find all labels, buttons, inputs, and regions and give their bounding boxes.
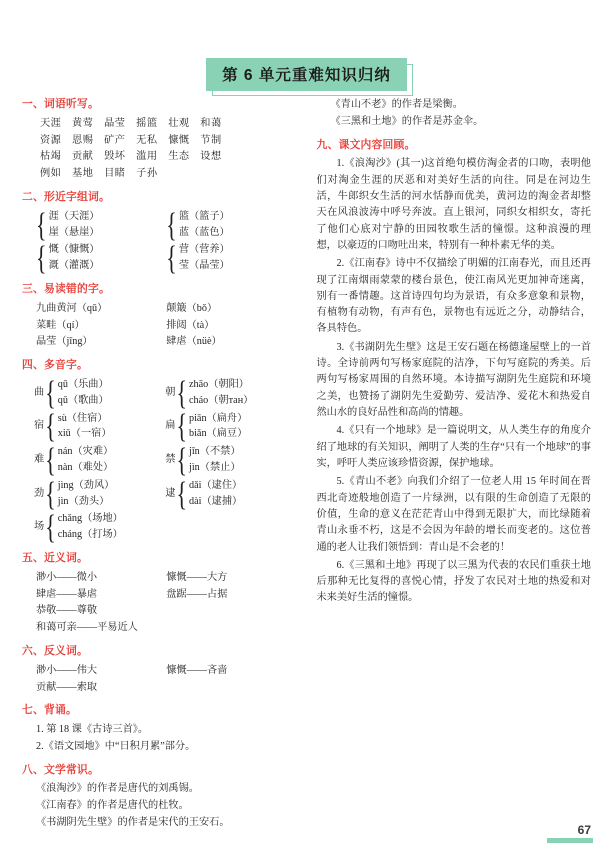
dictation-line: 天涯 黄莺 晶莹 摇篮 壮观 和蔼 (40, 117, 222, 129)
polyphone-reading: jìn（禁止） (189, 461, 241, 473)
polyphone-character: 曲 (34, 386, 45, 398)
synonym-item (166, 603, 296, 619)
antonym-item: 贡献——索取 (36, 681, 98, 693)
antonym-item (166, 680, 296, 696)
synonym-row (36, 587, 297, 603)
polyphone-character: 朝 (165, 386, 176, 398)
synonym-item: 肆虐——暴虐 (36, 588, 98, 600)
brace-icon: { (176, 439, 187, 479)
synonym-item: 盘踞——占据 (166, 588, 228, 600)
section-heading-literary-knowledge: 八、文学常识。 (22, 763, 99, 776)
literary-item-overflow: 《青山不老》的作者是梁衡。 (330, 99, 463, 110)
literary-item: 《书湖阴先生壁》的作者是宋代的王安石。 (36, 817, 230, 829)
polyphone-reading: jìng（劲风） (57, 479, 115, 491)
text-review-item: 2.《江南春》诗中不仅描绘了明媚的江南春光，而且还再现了江南烟雨蒙蒙的楼台景色，使江南风光更加神奇迷离，别有一番情趣。这首诗四句均为景语，有众多意象和景物，有植物有动物，有声有色，景物也有远近之分，动静结合，各具特色。 (316, 258, 591, 335)
brace-icon: { (36, 238, 47, 277)
brace-icon: { (176, 473, 187, 513)
text-review-item: 3.《书湖阴先生壁》这是王安石题在杨德逢屋壁上的一首诗。全诗前两句写杨家庭院的洁净，下句写庭院的秀美。后两句写杨家周围的自然环境。本诗描写湖阴先生庭院和环境之美，也赞扬了湖阴先生爱勤劳、爱洁净、爱花木和热爱自然山水的良好品性和高尚的情趣。 (316, 341, 591, 419)
dictation-line: 枯竭 贡献 毁坏 滥用 生态 设想 (40, 151, 222, 163)
polyphone-character: 逮 (165, 487, 176, 499)
recitation-item: 2.《语文园地》中“日积月累”部分。 (36, 740, 196, 752)
dictation-line: 例如 基地 目睹 子孙 (40, 168, 158, 180)
polyphone-reading: qǔ（歌曲） (57, 394, 109, 406)
similar-char-item: 篮（篮子） (178, 210, 230, 222)
polyphone-row (34, 473, 297, 513)
brace-icon: { (45, 439, 56, 479)
literary-item-overflow: 《三黑和土地》的作者是苏金伞。 (330, 115, 484, 127)
polyphone-row (34, 439, 297, 479)
polyphone-reading: qū（乐曲） (57, 378, 109, 390)
page-number: 67 (577, 823, 591, 837)
polyphone-character: 场 (34, 521, 45, 533)
synonym-row (36, 603, 297, 619)
brace-icon: { (176, 372, 187, 412)
text-review-item: 5.《青山不老》向我们介绍了一位老人用 15 年时间在晋西北奇迹般地创造了一片绿洲，以有限的生命创造了无限的价值，生命的意义在茫茫青山中得到无限扩大，而比绿随着青山永垂不朽，这是不会因为年龄的增长而变老的。这位普通的老人让我们领悟到：青山是不会老的！ (316, 476, 591, 553)
text-review-item: 6.《三黑和土地》再现了以三黑为代表的农民们重获土地后那种无比复得的喜悦心情，抒发了农民对土地的热爱和对未来美好生活的憧憬。 (316, 559, 591, 604)
brace-icon: { (176, 406, 187, 445)
misread-row (36, 334, 297, 350)
misread-item: 九曲黄河（qū） (36, 302, 108, 314)
page-title-banner (0, 58, 613, 91)
right-column (313, 96, 592, 815)
brace-icon: { (166, 204, 177, 244)
similar-char-item: 慨（慷慨） (48, 244, 100, 256)
polyphone-reading: cháo（朝тан） (189, 394, 254, 406)
polyphone-row (34, 406, 297, 445)
section-heading-misread-characters: 三、易读错的字。 (22, 282, 110, 295)
brace-icon: { (36, 204, 47, 244)
brace-icon: { (45, 372, 56, 412)
left-column (22, 96, 297, 829)
misread-row (36, 318, 297, 334)
similar-char-item: 涯（天涯） (48, 210, 100, 222)
polyphone-reading: piān（扁舟） (189, 412, 248, 424)
similar-character-group (36, 204, 297, 244)
similar-character-group (36, 238, 297, 277)
section-heading-recitation: 七、背诵。 (22, 704, 77, 717)
page-number-decoration (547, 838, 593, 843)
polyphone-reading: jīn（不禁） (189, 446, 241, 458)
section-heading-antonyms: 六、反义词。 (22, 644, 88, 657)
polyphone-reading: dài（逮捕） (189, 495, 243, 507)
polyphone-reading: dǎi（逮住） (189, 479, 243, 491)
polyphone-row (34, 507, 297, 546)
misread-row (36, 301, 297, 317)
polyphone-reading: biǎn（扁豆） (189, 428, 248, 440)
polyphone-reading: zhāo（朝阳） (189, 378, 249, 390)
literary-item: 《江南春》的作者是唐代的杜牧。 (36, 800, 189, 812)
brace-icon: { (166, 238, 177, 277)
similar-char-item: 崖（悬崖） (48, 226, 100, 238)
brace-icon: { (45, 507, 56, 546)
brace-icon: { (45, 473, 56, 513)
antonym-row (36, 680, 297, 696)
section-heading-text-review: 九、课文内容回顾。 (316, 138, 416, 151)
synonym-item: 慷慨——大方 (166, 571, 228, 583)
misread-item: 菜畦（qí） (36, 319, 85, 331)
polyphone-character: 难 (34, 454, 45, 466)
polyphone-reading: chǎng（场地） (57, 513, 123, 525)
misread-item: 颠簸（bǒ） (166, 302, 218, 314)
antonym-item: 渺小——伟大 (36, 664, 98, 676)
polyphone-reading: cháng（打场） (57, 529, 123, 541)
recitation-item: 1. 第 18 课《古诗三首》。 (36, 724, 149, 736)
misread-item: 肆虐（nüè） (166, 336, 222, 348)
polyphone-character: 劲 (34, 487, 45, 499)
polyphone-reading: xiǔ（一宿） (57, 428, 112, 440)
section-heading-polyphone: 四、多音字。 (22, 359, 88, 372)
literary-item: 《浪淘沙》的作者是唐代的刘禹锡。 (36, 783, 199, 795)
polyphone-character: 扁 (165, 420, 176, 432)
polyphone-row (34, 372, 297, 412)
synonym-item: 恭敬——尊敬 (36, 605, 98, 617)
polyphone-reading: nàn（难处） (57, 461, 114, 473)
similar-char-item: 莹（晶莹） (178, 260, 230, 272)
antonym-item: 慷慨——吝啬 (166, 664, 228, 676)
polyphone-character: 禁 (165, 454, 176, 466)
text-review-item: 1.《浪淘沙》(其一)这首绝句模仿淘金者的口吻，表明他们对淘金生涯的厌恶和对美好生活的向往。同是在河边生活，牛郎织女生活的河水恬静而优美，黄河边的淘金者却整天在风浪波涛中呼号奔波。直上银河，同织女相织女，寄托了他们心底对宁静的田园牧歌生活的憧憬。这种浪漫的理想，以豪迈的口吻吐出来，特别有一种朴素无华的美。 (316, 158, 591, 251)
polyphone-character: 宿 (34, 420, 45, 432)
synonym-item: 渺小——微小 (36, 571, 98, 583)
similar-char-item: 溉（灌溉） (48, 260, 100, 272)
misread-item: 晶莹（jīng） (36, 336, 93, 348)
brace-icon: { (45, 406, 56, 445)
content-columns (22, 96, 591, 829)
section-heading-dictation: 一、词语听写。 (22, 98, 99, 110)
polyphone-reading: nán（灾难） (57, 446, 114, 458)
text-review-item: 4.《只有一个地球》是一篇说明文，从人类生存的角度介绍了地球的有关知识，阐明了人类的生存“只有一个地球”的事实，呼吁人类应该珍惜资源，保护地球。 (316, 425, 591, 469)
misread-item: 排闼（tà） (166, 319, 215, 331)
page-title: 第 6 单元重难知识归纳 (206, 58, 407, 91)
polyphone-reading: sù（住宿） (57, 412, 108, 424)
antonym-row (36, 663, 297, 679)
section-heading-synonyms: 五、近义词。 (22, 552, 88, 564)
section-heading-similar-characters: 二、形近字组词。 (22, 190, 110, 203)
similar-char-item: 营（营养） (178, 244, 230, 256)
similar-char-item: 蓝（蓝色） (178, 226, 230, 238)
synonym-item: 和蔼可亲——平易近人 (36, 622, 138, 634)
synonym-row (36, 570, 297, 586)
polyphone-reading: jìn（劲头） (57, 495, 110, 507)
dictation-line: 资源 恩赐 矿产 无私 慷慨 节制 (40, 134, 222, 146)
